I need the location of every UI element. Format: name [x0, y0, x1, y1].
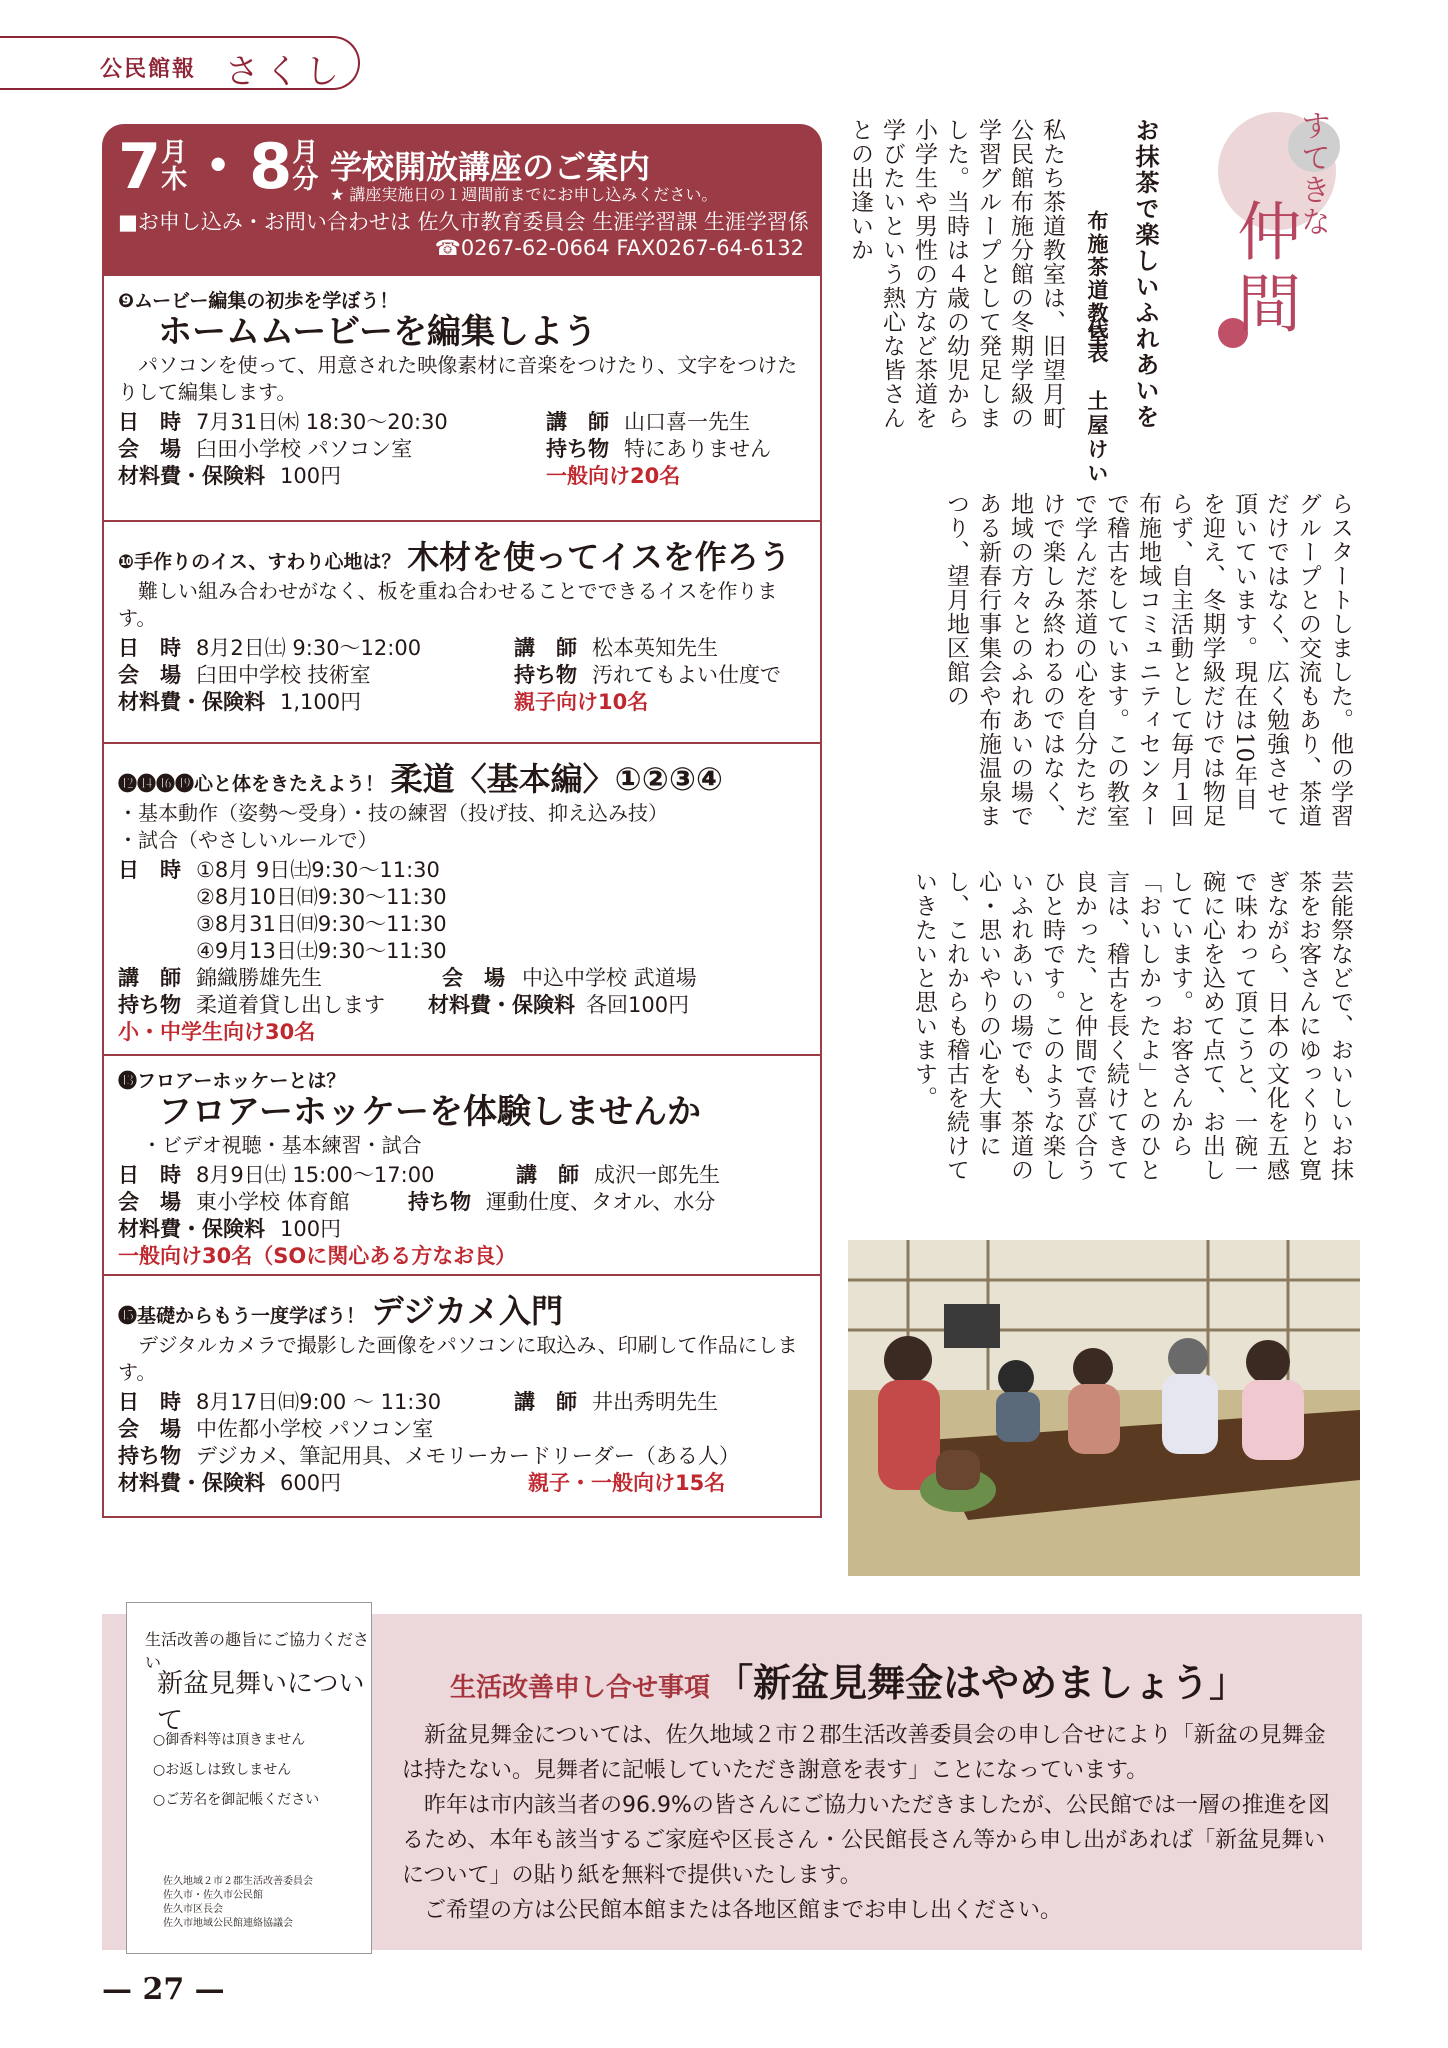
course-header	[102, 124, 822, 276]
poster-image	[126, 1602, 372, 1954]
poster-line-1: 生活改善の趣旨にご協力ください	[145, 1630, 370, 1672]
course-title: フロアーホッケーを体験しませんか	[158, 1092, 701, 1132]
course-desc: デジタルカメラで撮影した画像をパソコンに取込み、印刷して作品にします。	[118, 1333, 798, 1384]
course-kicker: ⓭フロアーホッケーとは？	[118, 1070, 346, 1092]
badge-subtitle: すてきな	[1295, 110, 1330, 238]
course-kicker: ⓬⓮⓰⓳心と体をきたえよう！ 柔道〈基本編〉①②③④	[118, 760, 724, 798]
poster-footer: 佐久市区長会	[163, 1904, 223, 1915]
notice-paragraph: 新盆見舞金については、佐久地域２市２郡生活改善委員会の申し合せにより「新盆の見舞金は持たない。見舞者に記帳していただき謝意を表す」ことになっています。	[402, 1723, 1326, 1783]
course-item: ⓯基礎からもう一度学ぼう！ デジカメ入門 デジタルカメラで撮影した画像をパソコンに取込み、印刷して作品にします。 日 時 8月17日㈰9:00 ～ 11:30 講 師 井出秀明先生 会 場 中佐都小学校 パソコン室 持ち物 デジカメ、筆記用具、メモリーカードリーダー（ある人） 材料費・保険料 600円 親子・一般向け15名	[102, 1276, 822, 1518]
course-item: ❿手作りのイス、すわり心地は？ 木材を使ってイスを作ろう 難しい組み合わせがなく、板を重ね合わせることでできるイスを作ります。 日 時 8月2日㈯ 9:30～12:00 講 師 松本英知先生 会 場 臼田中学校 技術室 持ち物 汚れてもよい仕度で 材料費・保険料 1,100円 親子向け10名	[102, 522, 822, 744]
poster-line-2: 新盆見舞いについて	[157, 1669, 365, 1736]
course-list-line: ・試合（やさしいルールで）	[118, 828, 378, 852]
article-para-1: 私たち茶道教室は、旧望月町公民館布施分館の冬期学級の学習グループとして発足しました。当時は４歳の幼児から小学生や男性の方など茶道を学びたいという熱心な皆さんとの出逢いか	[847, 118, 1065, 430]
poster-footer: 佐久市地域公民館連絡協議会	[163, 1918, 293, 1929]
article-title: お抹茶で楽しいふれあいを	[1131, 118, 1159, 430]
course-list-line: ・基本動作（姿勢～受身）・技の練習（投げ技、抑え込み技）	[118, 801, 668, 825]
article-para-2: らスタートしました。他の学習グループとの交流もあり、茶道だけではなく、広く勉強させて頂いています。現在は10年目を迎え、冬期学級だけでは物足らず、自主活動として毎月１回布施地域コミュニティセンターで稽古をしています。この教室で学んだ茶道の心を自分たちだけで楽しみ終わるのではなく、地域の方々とのふれあいの場である新春行事集会や布施温泉まつり、望月地区館の	[943, 492, 1353, 828]
course-header-title: 学校開放講座のご案内	[330, 148, 651, 186]
course-item: ❾ムービー編集の初歩を学ぼう！ ホームムービーを編集しよう パソコンを使って、用意された映像素材に音楽をつけたり、文字をつけたりして編集します。 日 時 7月31日㈭ 18:30～20:30 講 師 山口喜一先生 会 場 臼田小学校 パソコン室 持ち物 特にありません 材料費・保険料 100円 一般向け20名	[102, 276, 822, 522]
article-para-3: 芸能祭などで、おいしいお抹茶をお客さんにゆっくりと寛ぎながら、日本の文化を五感で味わって頂こうと、一碗一碗に心を込めて点て、お出ししています。お客さんから「おいしかったよ」とのひと言は、稽古を長く続けてきて良かった、と仲間で喜び合うひと時です。このような楽しいふれあいの場でも、茶道の心・思いやりの心を大事にし、これからも稽古を続けていきたいと思います。	[911, 870, 1353, 1182]
photo-illustration	[848, 1240, 1360, 1576]
poster-item: ○御香料等は頂きません	[153, 1732, 306, 1748]
course-item: ⓭フロアーホッケーとは？ フロアーホッケーを体験しませんか ・ビデオ視聴・基本練習・試合 日 時 8月9日㈯ 15:00～17:00 講 師 成沢一郎先生 会 場 東小学校 体育館 持ち物 運動仕度、タオル、水分 材料費・保険料 100円 一般向け30名（SOに関心ある方なお良）	[102, 1056, 822, 1276]
badge-title: 仲間	[1226, 198, 1301, 342]
tea-ceremony-photo	[848, 1240, 1360, 1576]
notice-body	[402, 1718, 1342, 1928]
article-org: 布施茶道教室	[1085, 210, 1109, 348]
course-title: ホームムービーを編集しよう	[158, 312, 597, 352]
course-kicker: ❾ムービー編集の初歩を学ぼう！	[118, 290, 399, 312]
course-kicker: ❿手作りのイス、すわり心地は？ 木材を使ってイスを作ろう	[118, 538, 791, 576]
course-desc: パソコンを使って、用意された映像素材に音楽をつけたり、文字をつけたりして編集します。	[118, 353, 798, 405]
course-kicker: ⓯基礎からもう一度学ぼう！ デジカメ入門	[118, 1292, 564, 1330]
publication-label: 公民館報	[100, 56, 197, 82]
course-item: ⓬⓮⓰⓳心と体をきたえよう！ 柔道〈基本編〉①②③④ ・基本動作（姿勢～受身）・技の練習（投げ技、抑え込み技） ・試合（やさしいルールで） 日 時 ①8月 9日㈯9:30～11:30 ②8月10日㈰9:30～11:30 ③8月31日㈰9:30～11:30 ④9月13日㈯9:30～11:30 講 師 錦織勝雄先生 会 場 中込中学校 武道場 持ち物 柔道着貸し出します 材料費・保険料 各回100円 小・中学生向け30名	[102, 744, 822, 1056]
poster-footer: 佐久地域２市２郡生活改善委員会	[163, 1876, 313, 1887]
course-list	[102, 124, 822, 1574]
poster-item: ○ご芳名を御記帳ください	[153, 1792, 320, 1808]
notice-paragraph: 昨年は市内該当者の96.9%の皆さんにご協力いただきましたが、公民館では一層の推進を図るため、本年も該当するご家庭や区長さん・公民館長さん等から申し出があれば「新盆見舞いについて」の貼り紙を無料で提供いたします。	[402, 1793, 1330, 1888]
course-list-line: ・ビデオ視聴・基本練習・試合	[142, 1133, 422, 1158]
notice-title	[450, 1652, 1247, 1707]
notice-subtitle: 生活改善申し合せ事項	[450, 1673, 711, 1703]
poster-footer: 佐久市・佐久市公民館	[163, 1890, 263, 1901]
notice-box	[102, 1614, 1362, 1950]
article-rep: 代表 土屋けい	[1085, 318, 1109, 486]
notice-headline: 「新盆見舞金はやめましょう」	[715, 1660, 1248, 1705]
notice-paragraph: ご希望の方は公民館本館または各地区館までお申し出ください。	[424, 1898, 1063, 1923]
publication-header	[0, 36, 360, 90]
course-header-contact: ■お申し込み・お問い合わせは 佐久市教育委員会 生涯学習課 生涯学習係	[118, 210, 809, 234]
course-desc: 難しい組み合わせがなく、板を重ね合わせることでできるイスを作ります。	[118, 579, 778, 630]
course-header-phone: ☎0267-62-0664 FAX0267-64-6132	[434, 236, 804, 260]
publication-name: さくし	[225, 52, 345, 92]
poster-item: ○お返しは致しません	[153, 1762, 292, 1778]
course-months: 7月 木・8月 分	[118, 130, 319, 203]
page-number: — 27 —	[102, 1972, 225, 2007]
course-header-note: ★ 講座実施日の１週間前までにお申し込みください。	[330, 185, 718, 204]
